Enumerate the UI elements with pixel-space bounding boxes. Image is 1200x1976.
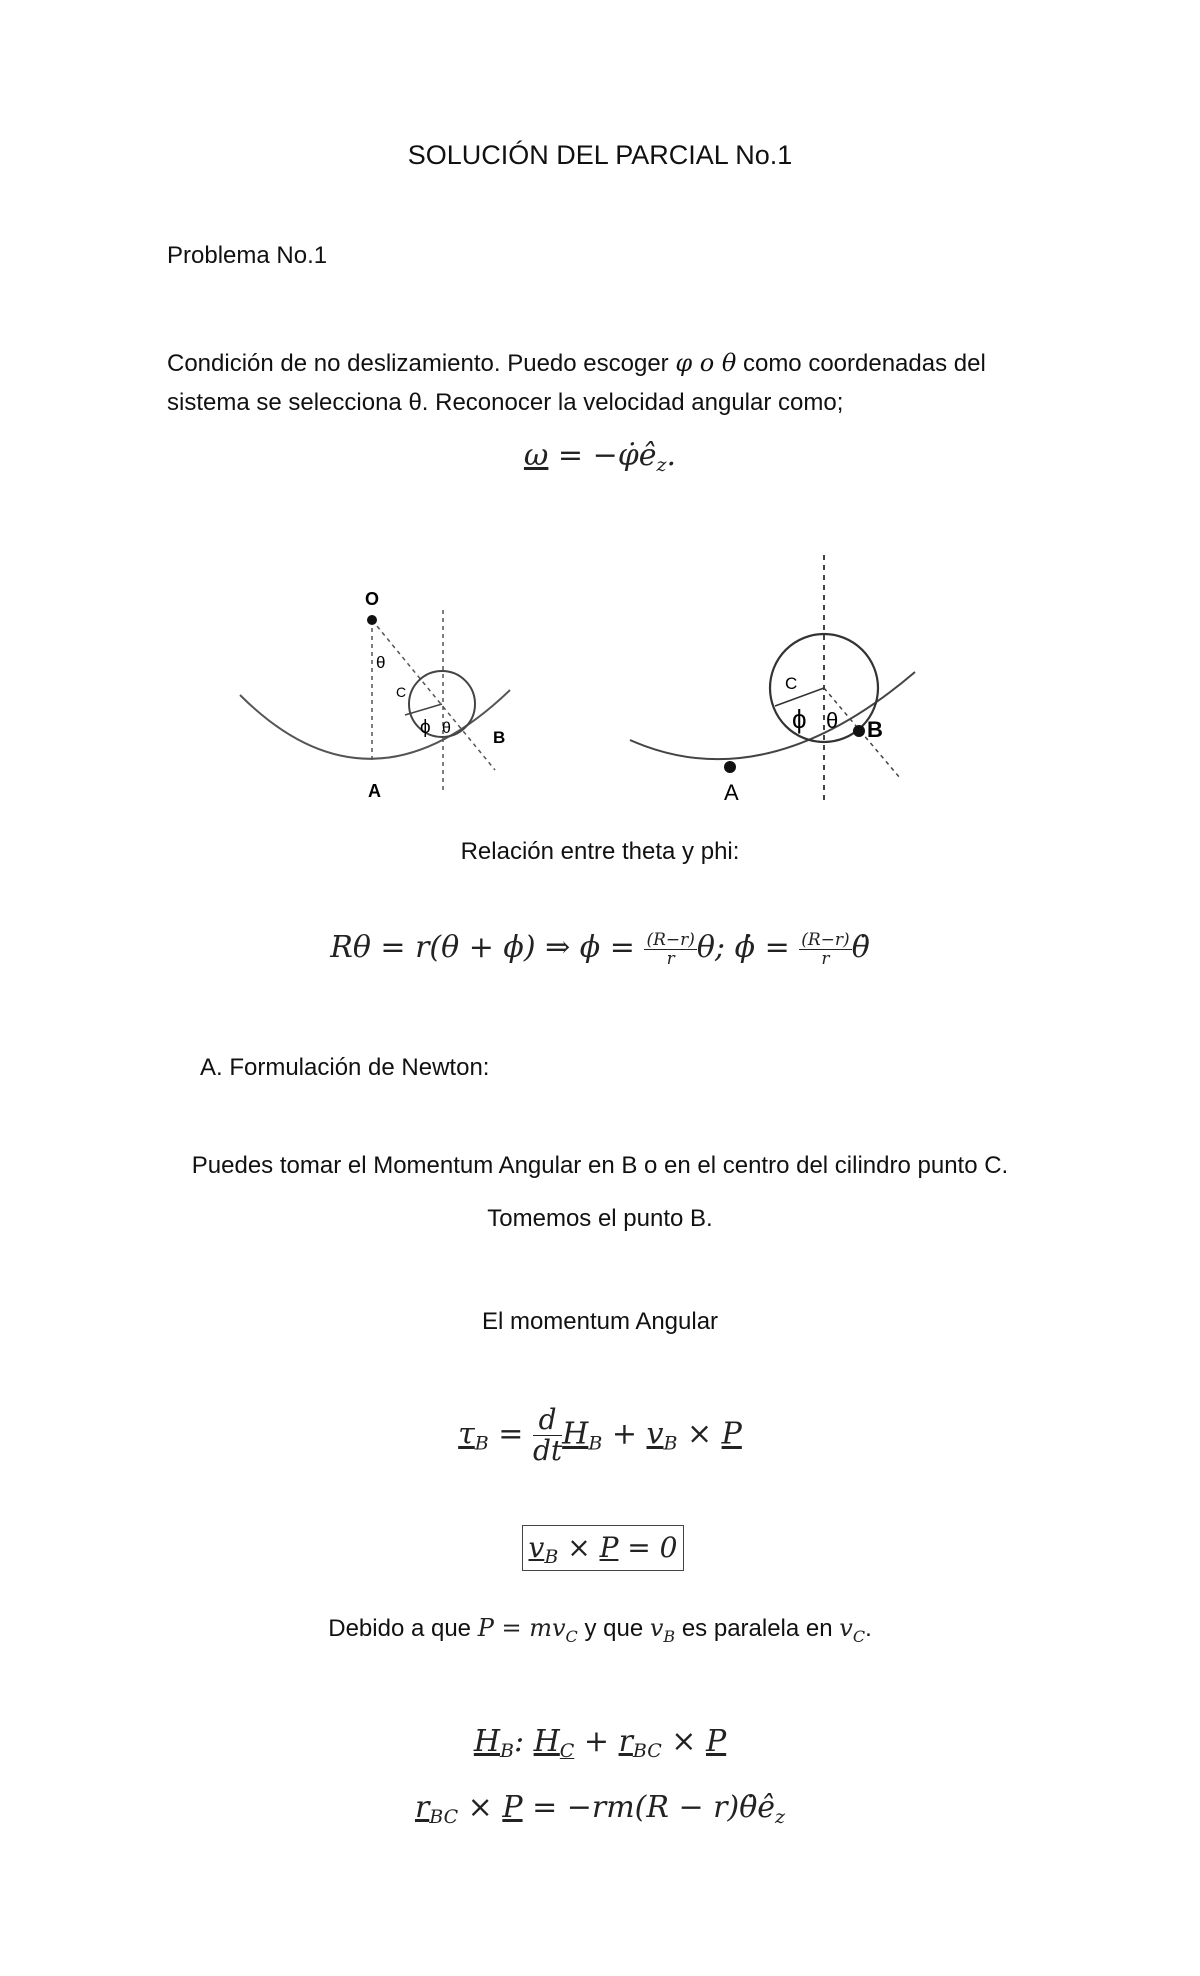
- relation-fraction-2: $\frac{(R-r)}{r}$: [801, 929, 850, 969]
- figure-left-diagram: [230, 575, 520, 805]
- left-radial-dashed: [372, 620, 495, 770]
- intro-line-2: sistema se selecciona θ. Reconocer la velocidad angular como;: [167, 389, 844, 416]
- relation-label: Relación entre theta y phi:: [460, 838, 740, 865]
- page-title: SOLUCIÓN DEL PARCIAL No.1: [407, 140, 793, 170]
- equation-rbc-cross-p: $r_{BC} \times P = -rm(R$ − $r)\thetȧê_z$: [414, 1790, 786, 1828]
- right-label-c: C: [785, 674, 798, 693]
- left-label-theta: θ: [376, 653, 386, 672]
- left-track-curve: [240, 690, 510, 759]
- momentum-heading: El momentum Angular: [481, 1308, 719, 1335]
- equation-tau: $\tau_B$ = $\frac{d}{dt}H_B + v_B \times P$: [458, 1403, 742, 1467]
- left-label-theta-2: θ: [442, 720, 451, 737]
- right-label-phi: ϕ: [792, 704, 807, 734]
- right-label-a: A: [724, 780, 739, 805]
- equation-omega: $\omega = -\varphi̇ê_z$.: [523, 438, 677, 476]
- left-label-a: A: [368, 781, 381, 801]
- right-label-b: B: [867, 717, 883, 742]
- left-label-o: O: [365, 589, 380, 609]
- left-label-c: C: [396, 684, 407, 700]
- momentum-line-1: Puedes tomar el Momentum Angular en B o en el centro del cilindro punto C.: [191, 1152, 1009, 1179]
- because-line: Debido a que $P = mv_C$ y que $v_B$ es paralela en $v_C$.: [328, 1614, 872, 1646]
- left-label-b: B: [493, 728, 506, 747]
- equation-relation: Rθ = r(θ + ϕ) ⇒ ϕ = $\frac{(R-r)}{r}$ θ; ϕ̇ = $\frac{(R-r)}{r}$ θ̇: [330, 929, 870, 969]
- tau-derivative-fraction: $\frac{d}{dt}$: [532, 1403, 563, 1467]
- figure-right-diagram: [625, 550, 925, 815]
- momentum-line-2: Tomemos el punto B.: [487, 1205, 713, 1232]
- equation-hb: $H_B$: $H_C + r_{BC} \times P$: [473, 1724, 727, 1762]
- left-phi-radius: [405, 704, 442, 715]
- equation-boxed-vb-cross-p: $v_B \times P = 0$: [522, 1525, 684, 1571]
- intro-line-1: Condición de no deslizamiento. Puedo escoger φ o θ como coordenadas del: [167, 349, 986, 377]
- intro-paragraph: [167, 344, 1047, 422]
- right-point-b: [853, 725, 865, 737]
- problem-heading: Problema No.1: [167, 242, 328, 269]
- left-label-phi: ϕ: [420, 717, 431, 738]
- coordinates-math: φ o θ: [675, 349, 737, 377]
- right-label-theta: θ: [826, 708, 839, 733]
- left-point-o: [367, 615, 377, 625]
- section-a-heading: A. Formulación de Newton:: [200, 1054, 490, 1081]
- right-point-a: [724, 761, 736, 773]
- relation-fraction-1: $\frac{(R-r)}{r}$: [646, 929, 695, 969]
